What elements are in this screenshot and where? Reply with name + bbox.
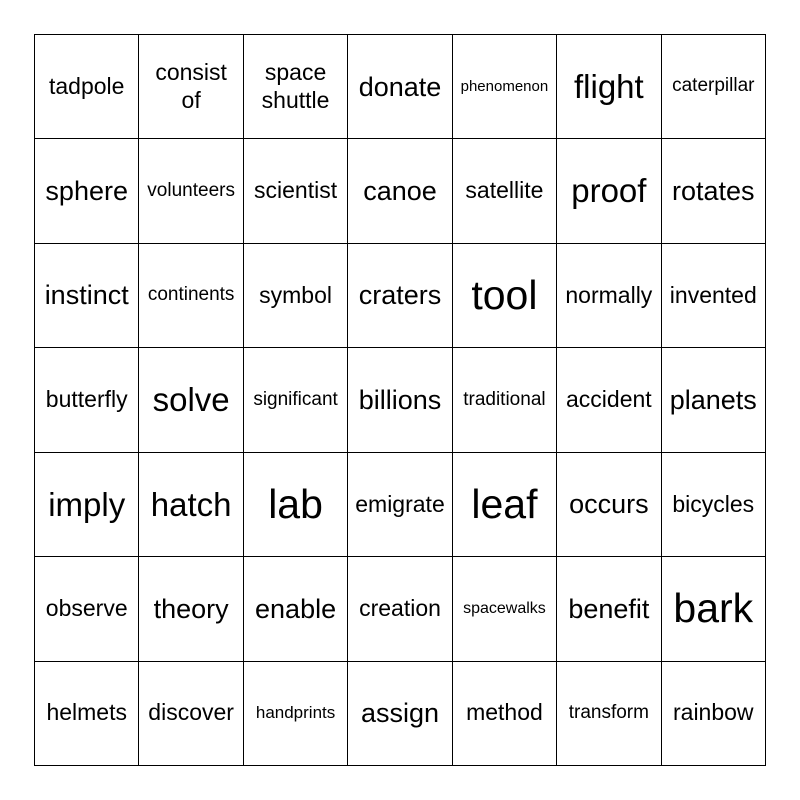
cell-word: lab — [268, 480, 323, 527]
bingo-cell[interactable] — [139, 557, 243, 661]
bingo-cell[interactable] — [348, 453, 452, 557]
bingo-cell[interactable] — [139, 453, 243, 557]
bingo-cell[interactable] — [557, 139, 661, 243]
cell-word: traditional — [463, 388, 546, 410]
bingo-cell[interactable] — [35, 348, 139, 452]
cell-word: tadpole — [48, 72, 125, 99]
cell-word: imply — [48, 485, 126, 523]
cell-word: instinct — [44, 280, 129, 311]
cell-word: satellite — [465, 177, 544, 204]
cell-word: donate — [358, 71, 442, 102]
bingo-cell[interactable] — [139, 348, 243, 452]
bingo-cell[interactable] — [244, 557, 348, 661]
bingo-cell[interactable] — [557, 244, 661, 348]
bingo-cell[interactable] — [453, 244, 557, 348]
bingo-cell[interactable] — [35, 139, 139, 243]
cell-word: rainbow — [673, 699, 754, 726]
bingo-cell[interactable] — [139, 139, 243, 243]
cell-word: continents — [147, 284, 235, 306]
bingo-cell[interactable] — [348, 662, 452, 766]
cell-word: flight — [573, 67, 644, 105]
bingo-cell[interactable] — [139, 662, 243, 766]
bingo-cell[interactable] — [453, 557, 557, 661]
cell-word: bark — [673, 585, 754, 632]
cell-word: scientist — [254, 177, 338, 204]
bingo-cell[interactable] — [453, 348, 557, 452]
bingo-cell[interactable] — [662, 348, 766, 452]
cell-word: enable — [255, 593, 337, 624]
cell-word: theory — [153, 593, 229, 624]
cell-word: sphere — [45, 175, 128, 206]
cell-word: volunteers — [147, 179, 235, 201]
cell-word: consist of — [155, 59, 227, 113]
bingo-cell[interactable] — [348, 35, 452, 139]
bingo-cell[interactable] — [557, 35, 661, 139]
cell-word: significant — [253, 388, 338, 410]
cell-word: caterpillar — [672, 75, 755, 97]
cell-word: solve — [152, 381, 230, 419]
cell-word: proof — [571, 172, 647, 210]
cell-word: space shuttle — [261, 59, 330, 113]
bingo-cell[interactable] — [453, 35, 557, 139]
cell-word: normally — [565, 281, 653, 308]
bingo-cell[interactable] — [557, 453, 661, 557]
cell-word: billions — [358, 384, 442, 415]
cell-word: helmets — [46, 699, 127, 726]
bingo-cell[interactable] — [348, 557, 452, 661]
bingo-cell[interactable] — [35, 557, 139, 661]
bingo-cell[interactable] — [139, 244, 243, 348]
bingo-cell[interactable] — [662, 662, 766, 766]
bingo-cell[interactable] — [348, 244, 452, 348]
bingo-cell[interactable] — [244, 453, 348, 557]
cell-word: transform — [568, 701, 649, 723]
bingo-cell[interactable] — [453, 139, 557, 243]
bingo-cell[interactable] — [557, 557, 661, 661]
cell-word: discover — [148, 699, 234, 726]
cell-word: benefit — [568, 593, 650, 624]
bingo-cell[interactable] — [244, 139, 348, 243]
bingo-cell[interactable] — [244, 662, 348, 766]
bingo-cell[interactable] — [662, 35, 766, 139]
bingo-cell[interactable] — [453, 662, 557, 766]
cell-word: butterfly — [45, 386, 128, 413]
bingo-cell[interactable] — [348, 348, 452, 452]
cell-word: planets — [669, 384, 757, 415]
bingo-board — [34, 34, 766, 766]
bingo-cell[interactable] — [244, 35, 348, 139]
bingo-cell[interactable] — [557, 662, 661, 766]
bingo-cell[interactable] — [244, 348, 348, 452]
cell-word: method — [466, 699, 543, 726]
bingo-cell[interactable] — [244, 244, 348, 348]
cell-word: tool — [471, 271, 538, 318]
cell-word: leaf — [471, 480, 538, 527]
bingo-cell[interactable] — [35, 662, 139, 766]
cell-word: rotates — [672, 175, 755, 206]
cell-word: emigrate — [355, 490, 445, 517]
cell-word: craters — [358, 280, 442, 311]
bingo-cell[interactable] — [662, 557, 766, 661]
cell-word: occurs — [569, 489, 649, 520]
cell-word: symbol — [259, 281, 332, 308]
bingo-cell[interactable] — [35, 453, 139, 557]
cell-word: observe — [45, 595, 128, 622]
cell-word: hatch — [150, 485, 232, 523]
bingo-cell[interactable] — [453, 453, 557, 557]
cell-word: creation — [359, 595, 441, 622]
bingo-cell[interactable] — [139, 35, 243, 139]
cell-word: canoe — [363, 175, 437, 206]
bingo-cell[interactable] — [662, 453, 766, 557]
bingo-cell[interactable] — [557, 348, 661, 452]
bingo-cell[interactable] — [35, 244, 139, 348]
bingo-cell[interactable] — [348, 139, 452, 243]
bingo-cell[interactable] — [35, 35, 139, 139]
cell-word: invented — [669, 281, 757, 308]
cell-word: accident — [566, 386, 652, 413]
bingo-cell[interactable] — [662, 139, 766, 243]
cell-word: phenomenon — [460, 77, 549, 95]
bingo-cell[interactable] — [662, 244, 766, 348]
cell-word: assign — [360, 698, 440, 729]
cell-word: spacewalks — [463, 600, 546, 618]
cell-word: bicycles — [672, 490, 755, 517]
cell-word: handprints — [255, 703, 336, 723]
